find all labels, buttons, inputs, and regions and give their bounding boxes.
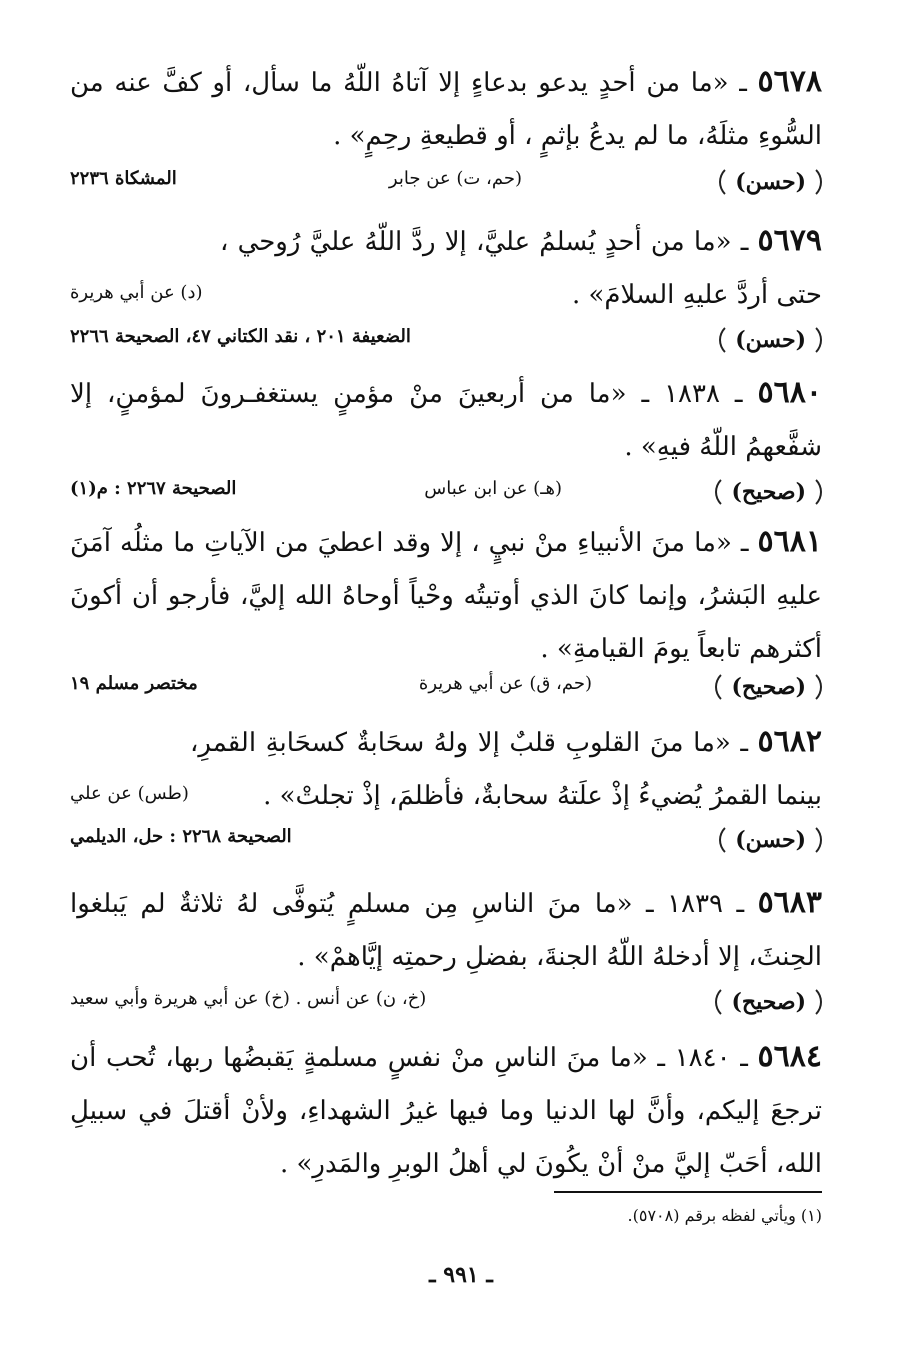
hadith-source: (طس) عن علي <box>70 783 189 804</box>
hadith-number: ٥٦٧٨ <box>757 64 822 99</box>
grade-badge: (حسن) <box>719 322 822 358</box>
grade-badge: (حسن) <box>719 164 822 200</box>
hadith-meta <box>70 984 822 1024</box>
hadith-reference: مختصر مسلم ١٩ <box>70 673 198 694</box>
hadith-body: ـ ١٨٤٠ ـ «ما منَ الناسِ منْ نفسٍ مسلمةٍ يَقبضُها ربها، تُحب أن ترجعَ إليكم، وأنَّ لها الدنيا وما فيها غيرُ الشهداءِ، ولأنْ أقتلَ في سبيلِ الله، أحَبّ إليَّ منْ أنْ يكُونَ لي أهلُ الوبرِ والمَدرِ» . <box>70 1043 822 1179</box>
hadith-reference: المشكاة ٢٢٣٦ <box>70 168 177 189</box>
hadith-meta <box>70 822 822 862</box>
hadith-entry <box>70 55 822 163</box>
hadith-text <box>70 55 822 163</box>
hadith-text <box>70 1030 822 1191</box>
hadith-entry <box>70 214 822 322</box>
hadith-text <box>70 715 822 823</box>
hadith-entry <box>70 876 822 984</box>
hadith-entry <box>70 515 822 676</box>
hadith-source: (د) عن أبي هريرة <box>70 282 203 303</box>
hadith-text <box>70 214 822 322</box>
hadith-source: (حم، ت) عن جابر <box>388 168 522 189</box>
hadith-meta <box>70 164 822 204</box>
hadith-text <box>70 876 822 984</box>
hadith-body: ـ «ما منَ الأنبياءِ منْ نبيٍ ، إلا وقد اعطيَ من الآياتِ ما مثلُه آمَنَ عليهِ البَشرُ، وإنما كانَ الذي أوتيتُه وحْياً أوحاهُ الله إليَّ، فأرجو أن أكونَ أكثرهم تابعاً يومَ القيامةِ» . <box>70 528 822 664</box>
hadith-entry <box>70 1030 822 1191</box>
hadith-number: ٥٦٨٣ <box>757 885 823 920</box>
grade-badge: (صحيح) <box>715 669 822 705</box>
hadith-body: ـ «ما من أحدٍ يدعو بدعاءٍ إلا آتاهُ اللّهُ ما سأل، أو كفَّ عنه من السُّوءِ مثلَهُ، ما لم يدعُ بإثمٍ ، أو قطيعةِ رحِمٍ» . <box>70 68 822 151</box>
footnote-divider <box>554 1191 822 1193</box>
hadith-text <box>70 366 822 474</box>
footnote: (١) ويأتي لفظه برقم (٥٧٠٨). <box>627 1206 822 1225</box>
hadith-number: ٥٦٨٠ <box>757 375 822 410</box>
hadith-reference: الصحيحة ٢٢٦٧ : م(١) <box>70 478 237 499</box>
hadith-number: ٥٦٨٤ <box>757 1039 822 1074</box>
hadith-entry <box>70 715 822 823</box>
grade-badge: (حسن) <box>719 822 822 858</box>
hadith-body: ـ «ما منَ القلوبِ قلبٌ إلا ولهُ سحَابةٌ كسحَابةِ القمرِ، بينما القمرُ يُضيءُ إذْ علَتهُ سحابةٌ، فأظلمَ، إذْ تجلتْ» . <box>190 728 822 811</box>
hadith-meta <box>70 474 822 514</box>
hadith-entry <box>70 366 822 474</box>
hadith-meta <box>70 669 822 709</box>
hadith-text <box>70 515 822 676</box>
hadith-meta <box>70 322 822 362</box>
hadith-source: (هـ) عن ابن عباس <box>424 478 562 499</box>
hadith-source: (خ، ن) عن أنس . (خ) عن أبي هريرة وأبي سعيد <box>70 988 427 1009</box>
hadith-body: ـ ١٨٣٨ ـ «ما من أربعينَ منْ مؤمنٍ يستغفـرونَ لمؤمنٍ، إلا شفَّعهمُ اللّهُ فيهِ» . <box>70 379 822 462</box>
hadith-body: ـ «ما من أحدٍ يُسلمُ عليَّ، إلا ردَّ اللّهُ عليَّ رُوحي ، حتى أردَّ عليهِ السلامَ» . <box>220 227 822 310</box>
hadith-reference: الصحيحة ٢٢٦٨ : حل، الديلمي <box>70 826 292 847</box>
grade-badge: (صحيح) <box>715 984 822 1020</box>
hadith-number: ٥٦٧٩ <box>757 223 822 258</box>
hadith-body: ـ ١٨٣٩ ـ «ما منَ الناسِ مِن مسلمٍ يُتوفَّى لهُ ثلاثةٌ لم يَبلغوا الحِنثَ، إلا أدخلهُ اللّهُ الجنةَ، بفضلِ رحمتِه إيَّاهمْ» . <box>70 889 822 972</box>
page-number: ـ ٩٩١ ـ <box>429 1262 493 1288</box>
hadith-reference: الضعيفة ٢٠١ ، نقد الكتاني ٤٧، الصحيحة ٢٢٦٦ <box>70 326 411 347</box>
hadith-number: ٥٦٨٢ <box>757 724 822 759</box>
hadith-source: (حم، ق) عن أبي هريرة <box>418 673 592 694</box>
hadith-number: ٥٦٨١ <box>757 524 822 559</box>
grade-badge: (صحيح) <box>715 474 822 510</box>
